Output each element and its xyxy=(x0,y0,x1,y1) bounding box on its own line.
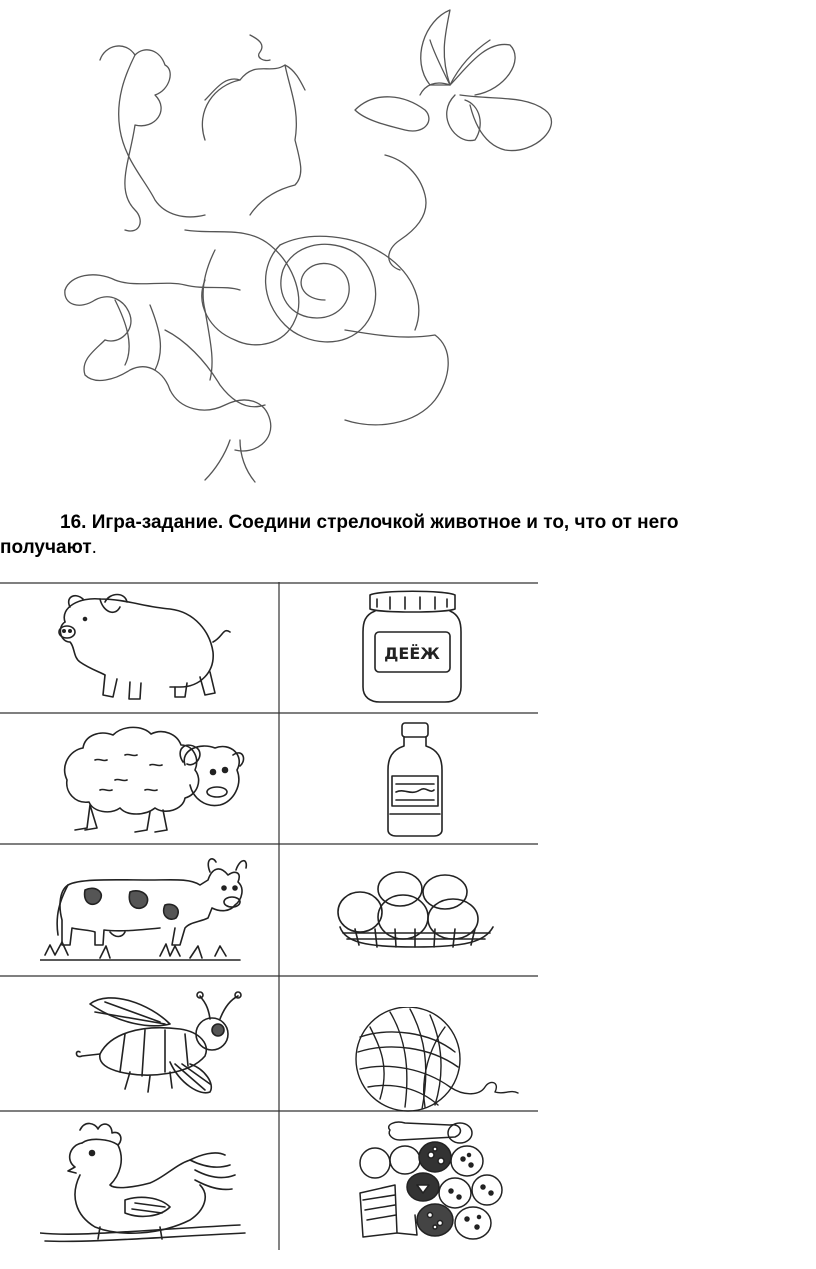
jar-picture[interactable] xyxy=(355,587,470,709)
sausage-bread-picture[interactable] xyxy=(355,1115,505,1240)
pig-picture[interactable] xyxy=(45,587,235,709)
task-text-period: . xyxy=(91,537,97,558)
eggs-basket-picture[interactable] xyxy=(335,867,500,952)
jar-label: ДЕЁЖ xyxy=(384,644,440,663)
yarn-ball-picture[interactable] xyxy=(350,1007,520,1112)
hen-picture[interactable] xyxy=(40,1115,250,1247)
task-text-continued: получают xyxy=(0,537,92,558)
task-number: 16. xyxy=(60,512,87,533)
matching-grid xyxy=(0,582,540,1254)
cow-picture[interactable] xyxy=(40,850,255,972)
task-heading xyxy=(0,510,816,560)
tangled-lines-illustration xyxy=(55,0,595,485)
milk-bottle-picture[interactable] xyxy=(380,718,450,840)
bee-picture[interactable] xyxy=(70,984,250,1102)
task-text: Игра-задание. Соедини стрелочкой животное и то, что от него xyxy=(91,512,679,533)
sheep-picture[interactable] xyxy=(55,720,250,838)
